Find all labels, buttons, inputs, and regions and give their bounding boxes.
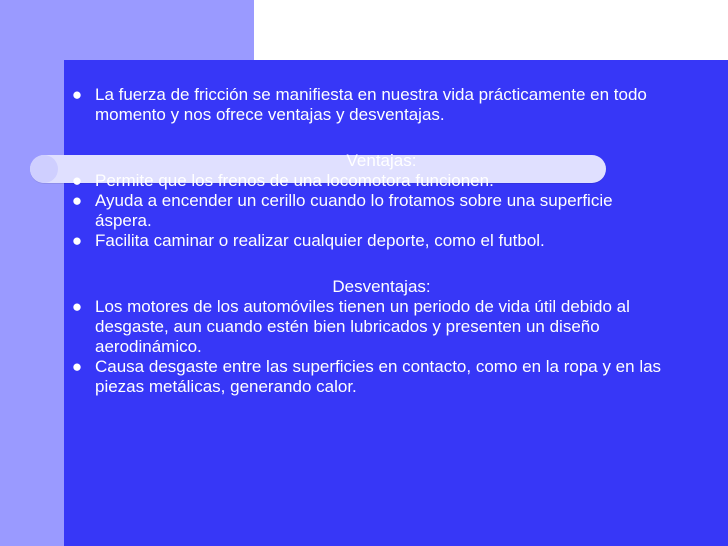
intro-bullet (68, 85, 668, 125)
decorative-bar-cap (30, 155, 58, 183)
bullet-icon: ● (71, 171, 83, 190)
bullet-icon: ● (71, 191, 83, 210)
bullet-icon: ● (71, 231, 83, 250)
ventaja-text: Ayuda a encender un cerillo cuando lo frotamos sobre una superficie áspera. (95, 191, 613, 230)
ventaja-item (68, 191, 668, 231)
desventaja-text: Los motores de los automóviles tienen un periodo de vida útil debido al desgaste, aun cuando estén bien lubricados y presenten un diseño aerodinámico. (95, 297, 630, 356)
desventajas-heading: Desventajas: (332, 277, 431, 296)
ventaja-item (68, 231, 668, 251)
slide-content (68, 85, 668, 397)
ventaja-text: Permite que los frenos de una locomotora funcionen. (95, 171, 494, 190)
desventaja-text: Causa desgaste entre las superficies en contacto, como en la ropa y en las piezas metálicas, generando calor. (95, 357, 662, 396)
desventaja-item (68, 357, 668, 397)
intro-text: La fuerza de fricción se manifiesta en nuestra vida prácticamente en todo momento y nos ofrece ventajas y desventajas. (95, 85, 647, 124)
bullet-icon: ● (71, 85, 83, 104)
ventajas-heading: Ventajas: (346, 151, 417, 170)
bullet-icon: ● (71, 297, 83, 316)
decorative-lavender-strip (0, 170, 64, 546)
ventaja-text: Facilita caminar o realizar cualquier deporte, como el futbol. (95, 231, 545, 250)
ventaja-item (68, 171, 668, 191)
bullet-icon: ● (71, 357, 83, 376)
desventaja-item (68, 297, 668, 357)
